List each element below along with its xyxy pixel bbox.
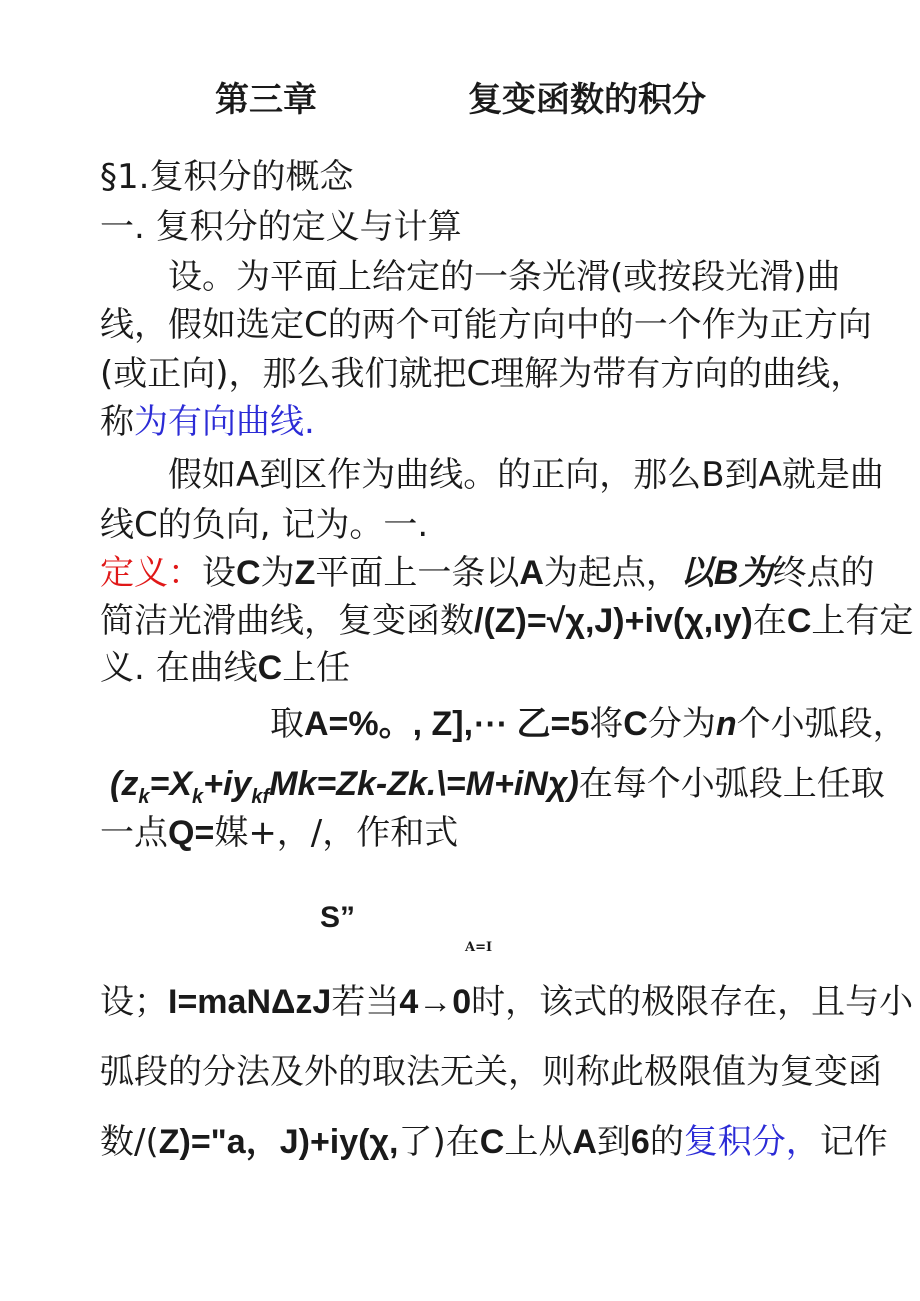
definition-line3 [100, 648, 350, 688]
def-text: 在 [752, 601, 787, 641]
def-function-formula: /(Z)=√χ,J)+iv(χ,ιy) [474, 602, 753, 640]
point-text: 媒 [214, 813, 249, 853]
take-text: 取 [270, 704, 304, 744]
point-var: Q= [168, 814, 215, 852]
para3-line1 [100, 982, 913, 1022]
def-text: 义. 在曲线 [100, 648, 258, 688]
definition-label: 定义： [100, 553, 202, 593]
para3-text: 到 [596, 1122, 631, 1162]
para3-text: 的 [649, 1122, 684, 1162]
def-var-c: C [236, 554, 261, 592]
def-text: 上任 [282, 648, 351, 688]
partition-points: A=%。, Z],⋯ 乙=5 [304, 705, 590, 743]
def-var-b: 以B为 [679, 554, 773, 592]
limit-expression: I=maNΔzJ [168, 983, 332, 1021]
var-a: A [572, 1123, 597, 1161]
formula-text: 在每个小弧段上任取 [578, 764, 885, 804]
point-text: +，/，作和式 [248, 813, 459, 853]
def-text: 平面上一条以 [315, 553, 520, 593]
partition-line [270, 704, 907, 744]
def-var-a: A [519, 554, 544, 592]
point-line [100, 813, 458, 853]
point-text: 一点 [100, 813, 168, 853]
def-var-z: Z [294, 554, 316, 592]
def-text: 为起点， [543, 553, 680, 593]
chapter-title: 复变函数的积分 [468, 80, 706, 120]
def-text: 简洁光滑曲线，复变函数 [100, 601, 474, 641]
take-text: 个小弧段， [736, 704, 907, 744]
para2-line1: 假如A到区作为曲线。的正向，那么B到A就是曲 [168, 455, 884, 495]
para1-line3: (或正向)，那么我们就把C理解为带有方向的曲线， [100, 354, 865, 394]
take-var-n: n [715, 705, 737, 743]
function-formula: Z)="a，J)+iy(χ, [158, 1123, 399, 1161]
take-text: 将 [589, 704, 624, 744]
para1-line1: 设。为平面上给定的一条光滑(或按段光滑)曲 [168, 257, 841, 297]
para3-text: 设； [100, 982, 168, 1022]
para3-line3 [100, 1122, 888, 1162]
para1-line4 [100, 402, 315, 442]
para3-text: 时，该式的极限存在，且与小 [471, 982, 914, 1022]
def-text: 上有定 [811, 601, 914, 641]
def-text: 终点的 [772, 553, 875, 593]
term-complex-integral: 复积分， [683, 1122, 820, 1162]
var-b: 6 [630, 1123, 650, 1161]
def-var-c: C [257, 649, 283, 687]
para3-text: 了)在 [398, 1122, 480, 1162]
definition-line1 [100, 553, 874, 593]
para3-text: 上从 [504, 1122, 573, 1162]
chapter-number: 第三章 [215, 80, 317, 120]
subsection-heading: 一. 复积分的定义与计算 [100, 207, 462, 247]
var-c: C [479, 1123, 505, 1161]
limit-condition: 4→0 [399, 983, 472, 1021]
para3-text: 数/( [100, 1122, 159, 1162]
formula-zk: $(z_k=X_k+iy_{kf}Mk=Zk-Zk.\backslash=M+iN\chi)$ [110, 765, 579, 808]
section-heading: §1.复积分的概念 [100, 157, 354, 197]
para1-line2: 线，假如选定C的两个可能方向中的一个作为正方向 [100, 305, 872, 345]
def-var-c: C [786, 602, 812, 640]
para3-line2: 弧段的分法及外的取法无关，则称此极限值为复变函 [100, 1052, 882, 1092]
definition-line2 [100, 601, 913, 641]
take-var-c: C [623, 705, 648, 743]
para2-line2: 线C的负向, 记为。一. [100, 505, 429, 545]
sum-symbol: S” [320, 901, 356, 934]
para3-text: 若当 [331, 982, 400, 1022]
def-text: 设 [202, 553, 236, 593]
para3-text: 记作 [819, 1122, 888, 1162]
def-text: 为 [260, 553, 295, 593]
formula-line [110, 764, 885, 817]
sum-index: A=I [465, 940, 493, 955]
take-text: 分为 [647, 704, 716, 744]
term-directed-curve: 为有向曲线. [134, 402, 315, 442]
para1-text: 称 [100, 402, 134, 442]
